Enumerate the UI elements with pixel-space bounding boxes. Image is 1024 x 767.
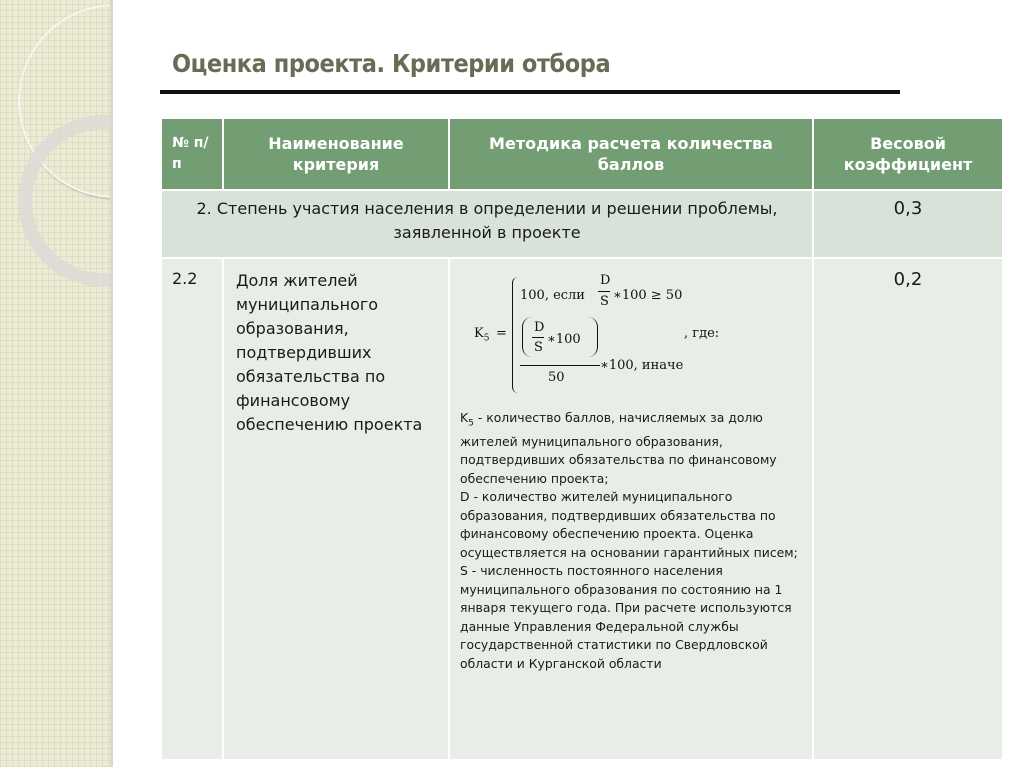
section-weight: 0,3	[813, 190, 1003, 258]
formula-lhs-sub: 5	[483, 333, 490, 344]
section-label: 2. Степень участия населения в определении и решении проблемы, заявленной в проекте	[161, 190, 813, 258]
case1-fraction-line	[598, 291, 610, 292]
row-criterion: Доля жителей муниципального образования, подтвердивших обязательства по финансовому обеспечению проекта	[223, 258, 449, 760]
case2-denominator: 50	[548, 370, 565, 385]
case1-suffix: ∗100 ≥ 50	[613, 288, 683, 303]
header-number: № п/п	[161, 118, 223, 190]
desc-k	[460, 409, 804, 488]
formula-where: , где:	[684, 326, 720, 341]
formula-lhs-symbol: K	[474, 326, 484, 341]
case1-denominator: S	[600, 294, 609, 309]
case2-inner-denominator: S	[534, 340, 543, 355]
row-number: 2.2	[161, 258, 223, 760]
title-underline	[160, 90, 900, 94]
header-weight: Весовой коэффициент	[813, 118, 1003, 190]
decorative-sidebar	[0, 0, 113, 767]
case1-prefix: 100, если	[520, 288, 585, 303]
formula-description	[460, 409, 804, 673]
case1-numerator: D	[600, 273, 611, 288]
case2-inner-numerator: D	[534, 320, 545, 335]
case2-fraction-line	[520, 365, 600, 366]
formula-equals: =	[496, 326, 507, 341]
formula-lhs	[474, 325, 489, 348]
case2-inner-suffix: ∗100	[547, 332, 581, 347]
criteria-table	[160, 117, 1004, 761]
desc-k-symbol: K	[460, 410, 469, 425]
desc-k-sub: 5	[468, 418, 474, 429]
formula	[460, 269, 804, 409]
table-row	[161, 258, 1003, 760]
row-method	[449, 258, 813, 760]
desc-d: D - количество жителей муниципального образования, подтвердивших обязательства по финансовому обеспечению проекта. Оценка осуществляется на основании гарантийных писем;	[460, 489, 798, 560]
header-method: Методика расчета количества баллов	[449, 118, 813, 190]
table-header-row	[161, 118, 1003, 190]
case2-suffix: ∗100, иначе	[600, 358, 684, 373]
desc-s: S - численность постоянного населения муниципального образования по состоянию на 1 января текущего года. При расчете используются данные Управления Федеральной службы государственной статистики по Свердловской области и Курганской области	[460, 563, 792, 671]
desc-k-text: - количество баллов, начисляемых за долю жителей муниципального образования, подтвердивших обязательства по финансовому обеспечению проекта;	[460, 410, 777, 486]
row-weight: 0,2	[813, 258, 1003, 760]
page-title: Оценка проекта. Критерии отбора	[172, 49, 611, 78]
header-criterion: Наименование критерия	[223, 118, 449, 190]
case2-inner-fraction-line	[532, 337, 544, 338]
section-row	[161, 190, 1003, 258]
